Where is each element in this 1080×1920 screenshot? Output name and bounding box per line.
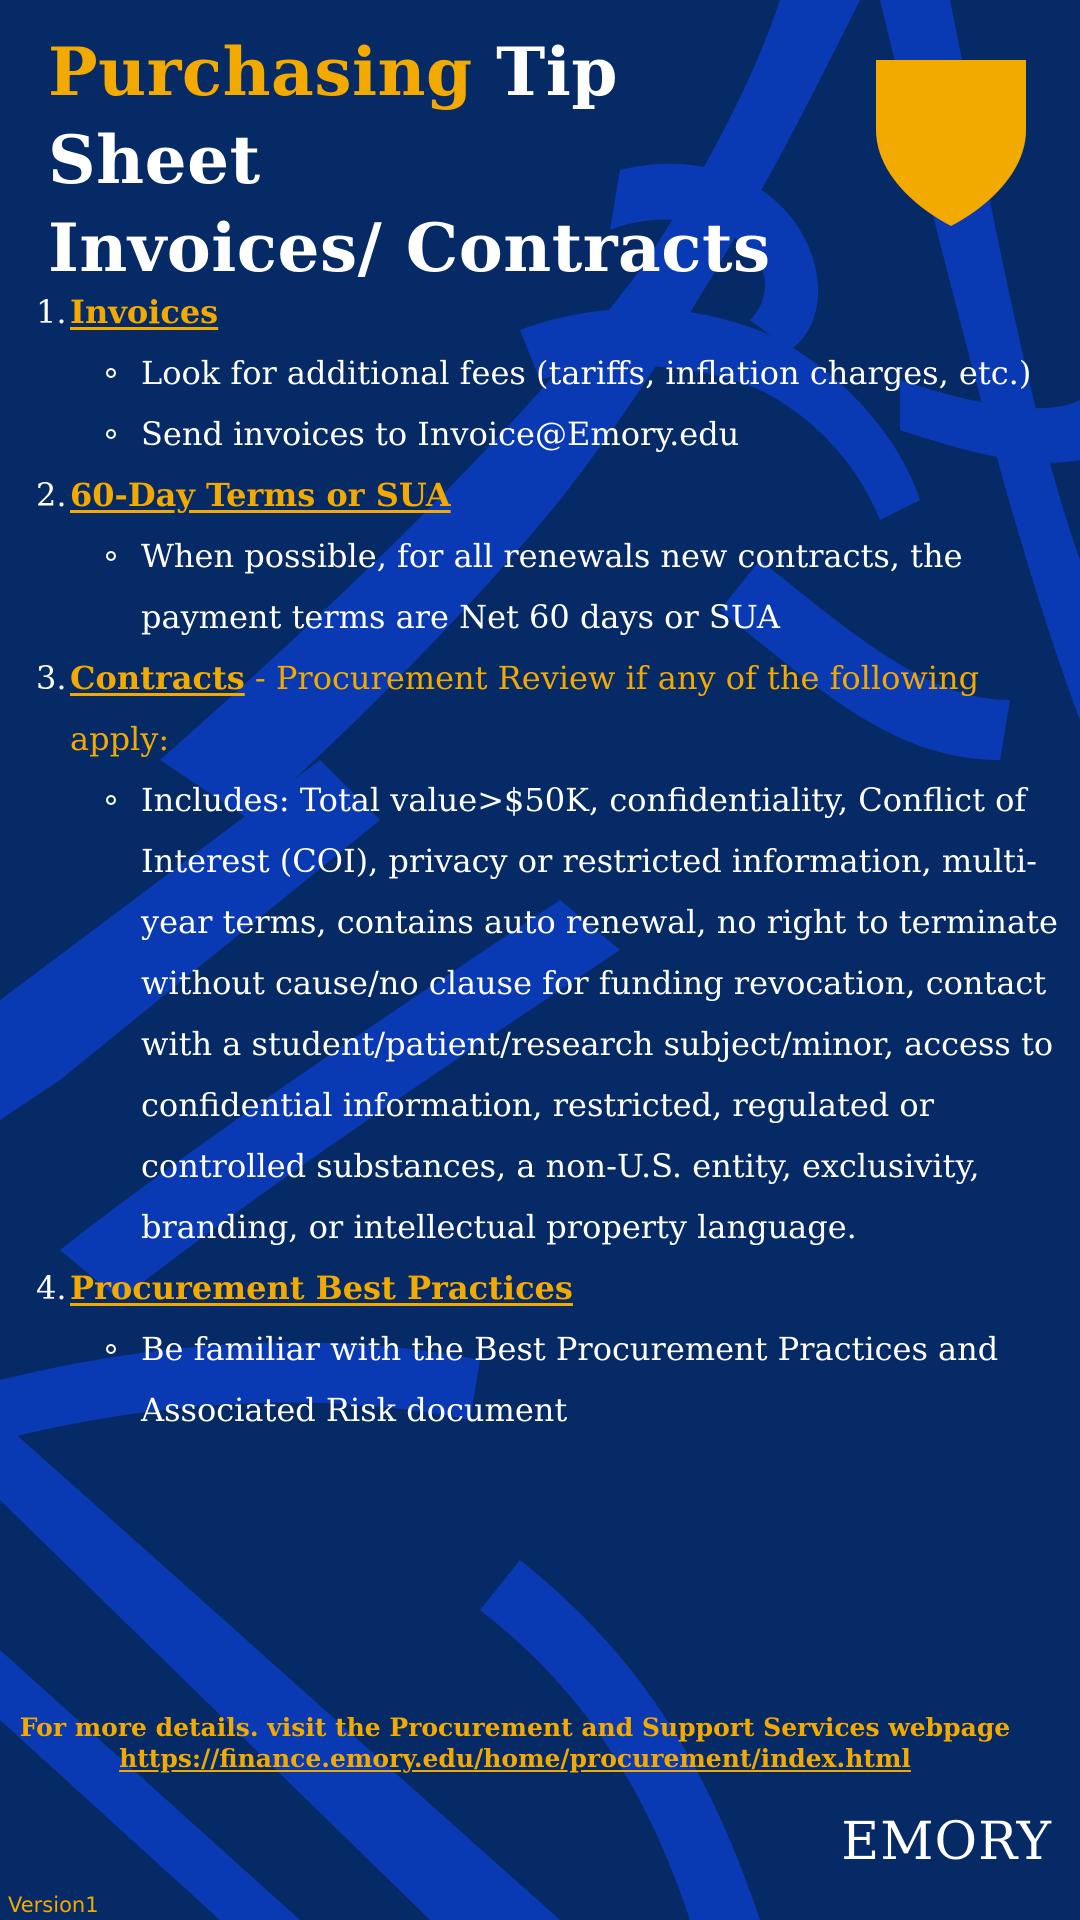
tip-list bbox=[0, 282, 1080, 1441]
section-heading-payment-terms[interactable]: 60-Day Terms or SUA bbox=[70, 476, 451, 514]
version-label: Version1 bbox=[8, 1893, 99, 1917]
page-title bbox=[48, 28, 848, 292]
bullet-circle-icon bbox=[106, 1344, 116, 1354]
section-heading-invoices[interactable]: Invoices bbox=[70, 293, 219, 331]
section-number: 2. bbox=[36, 476, 67, 514]
bullet-text: Includes: Total value>$50K, confidentiality, Conflict of Interest (COI), privacy or restricted information, multi-year terms, contains auto renewal, no right to terminate without cause/no clause for funding revocation, contact with a student/patient/research subject/minor, access to confidential information, restricted, regulated or controlled substances, a non-U.S. entity, exclusivity, branding, or intellectual property language. bbox=[141, 781, 1058, 1246]
emory-logo: EMORY bbox=[841, 1812, 1052, 1872]
section-number: 1. bbox=[36, 293, 67, 331]
bullet-text: Look for additional fees (tariffs, inflation charges, etc.) bbox=[141, 354, 1032, 392]
list-item bbox=[0, 404, 1080, 465]
bullet-text: Send invoices to Invoice@Emory.edu bbox=[141, 415, 740, 453]
bullet-circle-icon bbox=[106, 429, 116, 439]
title-line-2: Invoices/ Contracts bbox=[48, 209, 771, 287]
footer bbox=[0, 1712, 1030, 1774]
bullet-circle-icon bbox=[106, 795, 116, 805]
section-payment-terms bbox=[0, 465, 1080, 526]
emory-shield-icon bbox=[876, 60, 1026, 226]
section-contracts bbox=[0, 648, 1080, 770]
list-item bbox=[0, 1319, 1080, 1441]
section-best-practices bbox=[0, 1258, 1080, 1319]
procurement-webpage-link[interactable]: https://finance.emory.edu/home/procurement/index.html bbox=[119, 1744, 911, 1773]
list-item bbox=[0, 526, 1080, 648]
footer-text: For more details. visit the Procurement and Support Services webpage bbox=[19, 1713, 1011, 1742]
title-accent: Purchasing bbox=[48, 33, 473, 111]
bullet-circle-icon bbox=[106, 551, 116, 561]
section-heading-best-practices[interactable]: Procurement Best Practices bbox=[70, 1269, 573, 1307]
list-item bbox=[0, 343, 1080, 404]
title-line-1 bbox=[48, 28, 848, 204]
bullet-text: Be familiar with the Best Procurement Practices and Associated Risk document bbox=[141, 1330, 999, 1429]
bullet-circle-icon bbox=[106, 368, 116, 378]
section-invoices bbox=[0, 282, 1080, 343]
section-number: 3. bbox=[36, 659, 67, 697]
title-rest: Tip Sheet bbox=[48, 33, 618, 199]
bullet-text: When possible, for all renewals new contracts, the payment terms are Net 60 days or SUA bbox=[141, 537, 963, 636]
section-number: 4. bbox=[36, 1269, 67, 1307]
list-item bbox=[0, 770, 1080, 1258]
section-heading-note: - Procurement Review if any of the following apply: bbox=[70, 659, 980, 758]
section-heading-contracts[interactable]: Contracts bbox=[70, 659, 245, 697]
